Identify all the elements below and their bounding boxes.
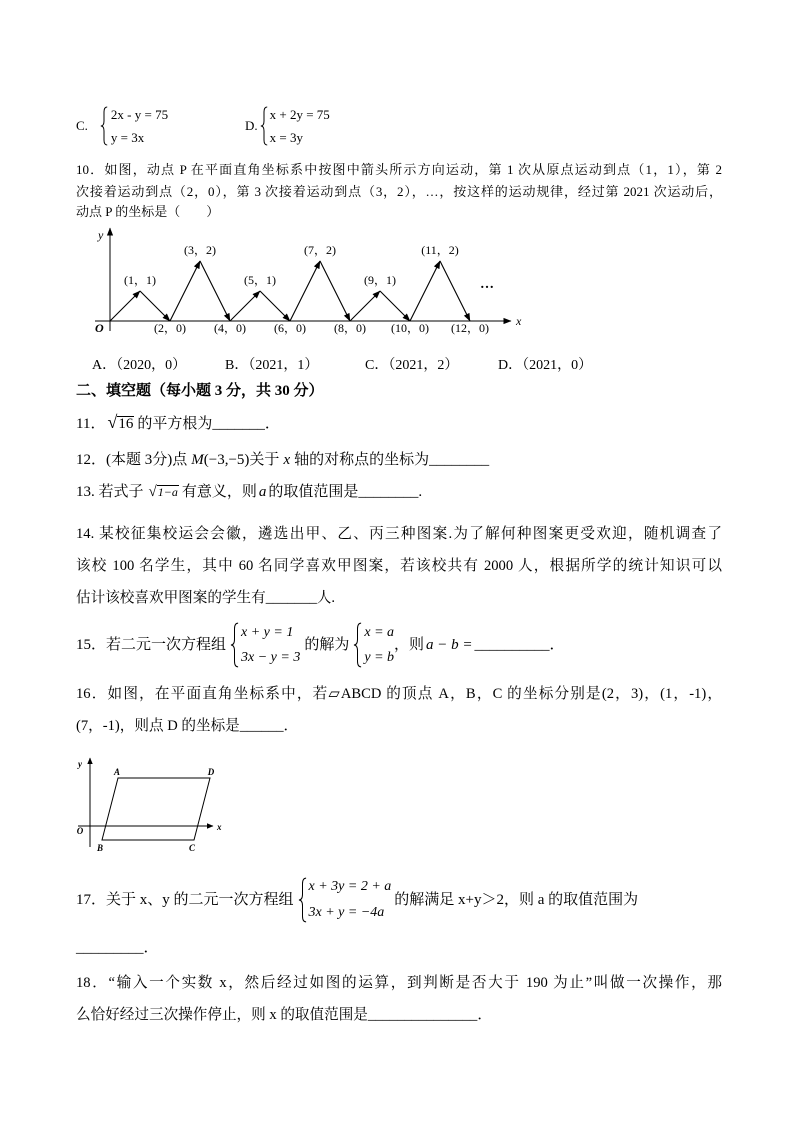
path-segment-3 [170, 261, 200, 321]
square-root [149, 484, 179, 500]
peak-point-label: (1，1) [124, 273, 156, 287]
question-10-line-2: 次接着运动到点（2，0），第 3 次接着运动到点（3，2），…，按这样的运动规律，经过第 2021 次运动后， [76, 184, 722, 199]
vertex-c-label: C [188, 843, 196, 853]
path-segment-2 [140, 291, 170, 321]
question-text: ，则 [394, 637, 425, 653]
equation-system [364, 620, 394, 670]
question-number: 11． [76, 416, 106, 432]
equation: 3x + y = −4a [308, 905, 385, 920]
question-14-line-1: 14. 某校征集校运会会徽，遴选出甲、乙、丙三种图案.为了解何种图案更受欢迎，随机调查了 [76, 526, 722, 542]
question-16-line-2: (7，-1)，则点 D 的坐标是______． [76, 718, 299, 734]
vertex-d-label: D [207, 767, 215, 777]
motion-path-figure [90, 225, 530, 337]
equation: x = 3y [269, 130, 303, 145]
brace-icon [230, 622, 239, 668]
equation: x + 2y = 75 [269, 107, 330, 122]
point-name: M [191, 452, 204, 468]
equation: x + 3y = 2 + a [308, 879, 392, 894]
question-16-line-1: 16．如图，在平面直角坐标系中，若▱ABCD 的顶点 A，B，C 的坐标分别是(2，3)，(1，-1)， [76, 686, 722, 702]
equation: 2x - y = 75 [110, 107, 169, 122]
option-d [245, 103, 330, 149]
option-d: D．（2021，0） [498, 358, 593, 373]
vertex-b-label: B [96, 843, 104, 853]
question-10-line-1: 10．如图，动点 P 在平面直角坐标系中按图中箭头所示方向运动，第 1 次从原点运动到点（1，1），第 2 [76, 162, 722, 177]
question-18-line-1: 18．“输入一个实数 x，然后经过如图的运算，到判断是否大于 190 为止”叫做一次操作，那 [76, 975, 722, 991]
axis-variable: x [283, 452, 291, 468]
peak-point-label: (9，1) [364, 273, 396, 287]
option-c [76, 103, 168, 149]
answer-blank: ________ [429, 452, 490, 468]
question-text: 的平方根为 [137, 416, 213, 432]
question-text: 15．若二元一次方程组 [76, 637, 227, 653]
path-segment-8 [320, 261, 350, 321]
brace-icon [100, 106, 108, 146]
variable: a [258, 484, 267, 500]
path-segment-10 [380, 291, 410, 321]
ellipsis: … [480, 277, 494, 292]
question-text: 轴的对称点的坐标为 [294, 452, 430, 468]
axis-point-label: (12，0) [451, 321, 489, 335]
path-segment-6 [260, 291, 290, 321]
option-c: C．（2021，2） [365, 358, 459, 373]
question-17-line-2: _________． [76, 940, 159, 956]
y-axis-label: y [78, 759, 82, 769]
x-axis-label: x [516, 314, 522, 328]
path-segment-7 [290, 261, 320, 321]
parallelogram-abcd [102, 778, 210, 840]
vertex-a-label: A [113, 767, 121, 777]
question-13 [76, 482, 422, 502]
brace-icon [298, 877, 307, 923]
option-c-label: C. [76, 118, 88, 133]
path-segment-11 [410, 261, 440, 321]
axis-point-label: (8，0) [334, 321, 366, 335]
question-10-line-3: 动点 P 的坐标是（ ） [76, 204, 220, 219]
square-root [107, 412, 134, 432]
peak-point-label: (11，2) [421, 243, 459, 257]
equation: y = 3x [110, 130, 145, 145]
answer-blank: __________ [474, 637, 550, 653]
question-text: 的取值范围是 [268, 484, 359, 500]
x-axis-label: x [217, 822, 222, 832]
question-18-line-2: 么恰好经过三次操作停止，则 x 的取值范围是_______________． [76, 1007, 492, 1023]
radical-icon: √ [107, 412, 118, 432]
question-15 [76, 620, 565, 670]
question-11 [76, 414, 280, 434]
axis-point-label: (10，0) [391, 321, 429, 335]
option-b: B．（2021，1） [225, 358, 319, 373]
punctuation: ． [549, 637, 565, 653]
peak-point-label: (7，2) [304, 243, 336, 257]
axis-point-label: (4，0) [214, 321, 246, 335]
y-axis-label: y [98, 228, 104, 242]
path-segment-5 [230, 291, 260, 321]
radicand: 16 [118, 416, 134, 432]
peak-point-label: (5，1) [244, 273, 276, 287]
equation-system [309, 874, 392, 926]
question-text: 有意义，则 [181, 484, 257, 500]
question-text: 13. 若式子 [76, 484, 144, 500]
option-d-label: D. [245, 118, 258, 133]
point-coords: (−3,−5) [203, 452, 250, 468]
axis-point-label: (2，0) [154, 321, 186, 335]
question-text: 12．(本题 3分)点 [76, 452, 188, 468]
equation: x = a [364, 625, 395, 640]
section-title: 二、填空题（每小题 3 分，共 30 分） [76, 383, 324, 399]
punctuation: . [418, 484, 423, 500]
equation: y = b [364, 650, 395, 665]
axis-point-label: (6，0) [274, 321, 306, 335]
punctuation: ． [264, 416, 280, 432]
equation-system [111, 103, 168, 149]
origin-label: O [76, 826, 84, 836]
peak-point-label: (3，2) [184, 243, 216, 257]
question-text: 17．关于 x、y 的二元一次方程组 [76, 892, 294, 908]
path-segment-12 [440, 261, 470, 321]
equation-system [241, 620, 300, 670]
option-a: A．（2020，0） [92, 358, 187, 373]
path-segment-1 [110, 291, 140, 321]
question-14-line-3: 估计该校喜欢甲图案的学生有_______人. [76, 590, 336, 606]
question-text: 关于 [249, 452, 280, 468]
parallelogram-figure [70, 755, 230, 855]
question-14-line-2: 该校 100 名学生，其中 60 名同学喜欢甲图案，若该校共有 2000 人，根据所学的统计知识可以 [76, 558, 722, 574]
equation-system [270, 103, 330, 149]
radicand: 1−a [157, 485, 178, 499]
path-segment-9 [350, 291, 380, 321]
brace-icon [260, 106, 268, 146]
path-segment-4 [200, 261, 230, 321]
brace-icon [353, 622, 362, 668]
answer-blank: ________ [358, 484, 419, 500]
question-text: 的解为 [304, 637, 350, 653]
expression: a − b = [426, 637, 473, 653]
question-text: 的解满足 x+y＞2，则 a 的取值范围为 [394, 892, 639, 908]
radical-icon: √ [148, 484, 157, 500]
question-12 [76, 450, 489, 470]
equation: x + y = 1 [241, 625, 294, 640]
question-17 [76, 874, 638, 926]
origin-label: O [95, 321, 104, 335]
equation: 3x − y = 3 [241, 650, 301, 665]
answer-blank: _______ [212, 416, 265, 432]
